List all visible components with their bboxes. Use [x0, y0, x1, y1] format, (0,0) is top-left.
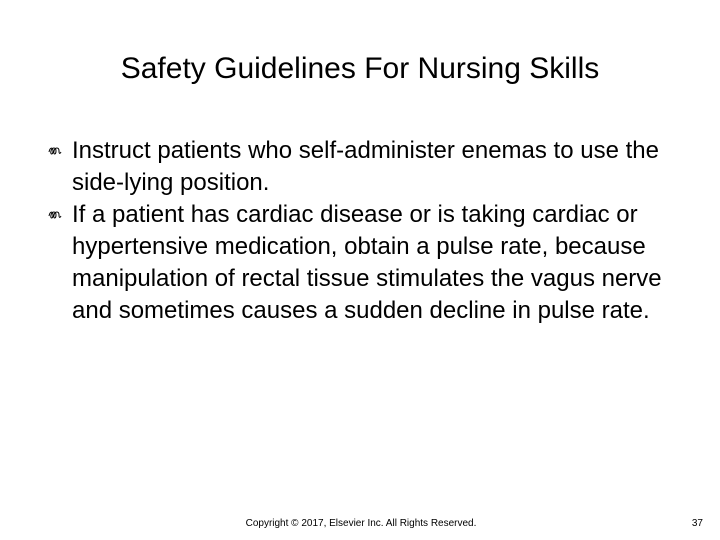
bullet-item	[48, 199, 688, 327]
bullet-text: Instruct patients who self-administer enemas to use the side-lying position.	[72, 137, 659, 196]
bullet-list	[48, 135, 688, 327]
bullet-text: If a patient has cardiac disease or is taking cardiac or hypertensive medication, obtain a pulse rate, because manipulation of rectal tissue stimulates the vagus nerve and sometimes causes a sudden decline in pulse rate.	[72, 201, 662, 324]
footer	[0, 517, 720, 531]
copyright-notice: Copyright © 2017, Elsevier Inc. All Rights Reserved.	[245, 518, 477, 529]
swirl-bullet-icon	[48, 146, 62, 156]
swirl-bullet-icon	[48, 210, 62, 220]
bullet-item	[48, 135, 688, 199]
page-number: 37	[691, 518, 703, 529]
slide-title: Safety Guidelines For Nursing Skills	[120, 52, 600, 85]
